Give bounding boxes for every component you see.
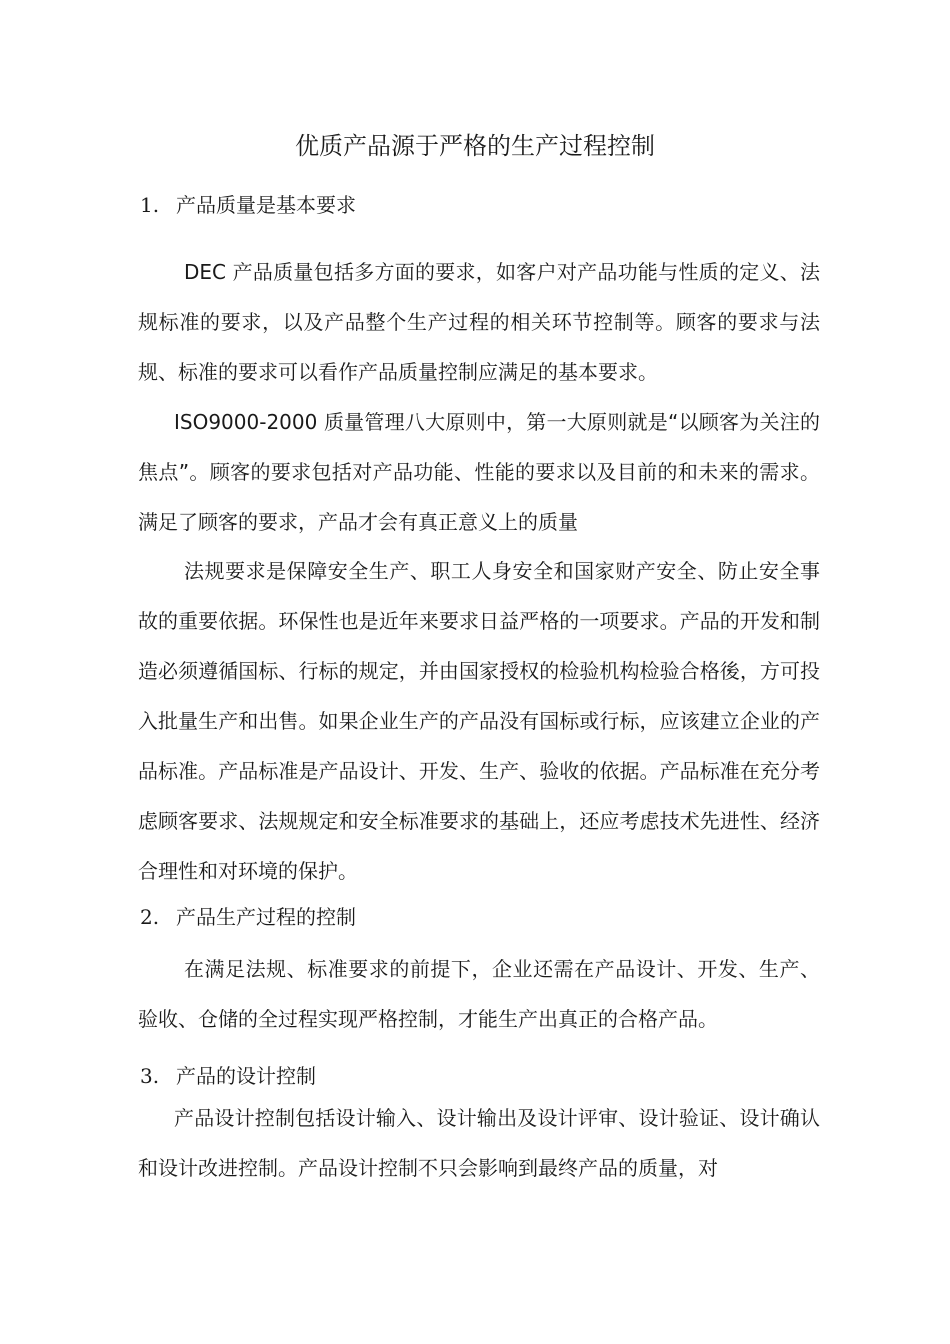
section-title: 产品质量是基本要求	[176, 193, 356, 217]
document-title: 优质产品源于严格的生产过程控制	[295, 132, 655, 160]
section-title: 产品的设计控制	[176, 1064, 316, 1088]
section-heading-2	[140, 902, 356, 932]
section-heading-1	[140, 190, 356, 220]
section-number: 3.	[140, 1064, 160, 1088]
section-title: 产品生产过程的控制	[176, 905, 356, 929]
paragraph-3-1: 产品设计控制包括设计输入、设计输出及设计评审、设计验证、设计确认和设计改进控制。产品设计控制不只会影响到最终产品的质量，对	[138, 1106, 820, 1180]
section-number: 1.	[140, 193, 160, 217]
section-heading-3	[140, 1061, 316, 1091]
paragraph-1-1: DEC 产品质量包括多方面的要求，如客户对产品功能与性质的定义、法规标准的要求，以及产品整个生产过程的相关环节控制等。顾客的要求与法规、标准的要求可以看作产品质量控制应满足的基本要求。	[138, 260, 820, 384]
paragraph-2-1: 在满足法规、标准要求的前提下，企业还需在产品设计、开发、生产、验收、仓储的全过程实现严格控制，才能生产出真正的合格产品。	[138, 957, 820, 1031]
paragraph-1-3: 法规要求是保障安全生产、职工人身安全和国家财产安全、防止安全事故的重要依据。环保性也是近年来要求日益严格的一项要求。产品的开发和制造必须遵循国标、行标的规定，并由国家授权的检验机构检验合格後，方可投入批量生产和出售。如果企业生产的产品没有国标或行标，应该建立企业的产品标准。产品标准是产品设计、开发、生产、验收的依据。产品标准在充分考虑顾客要求、法规规定和安全标准要求的基础上，还应考虑技术先进性、经济合理性和对环境的保护。	[138, 559, 820, 883]
paragraph-1-2: ISO9000-2000 质量管理八大原则中，第一大原则就是“以顾客为关注的焦点”。顾客的要求包括对产品功能、性能的要求以及目前的和未来的需求。满足了顾客的要求，产品才会有真正意义上的质量	[138, 410, 820, 534]
section-number: 2.	[140, 905, 160, 929]
